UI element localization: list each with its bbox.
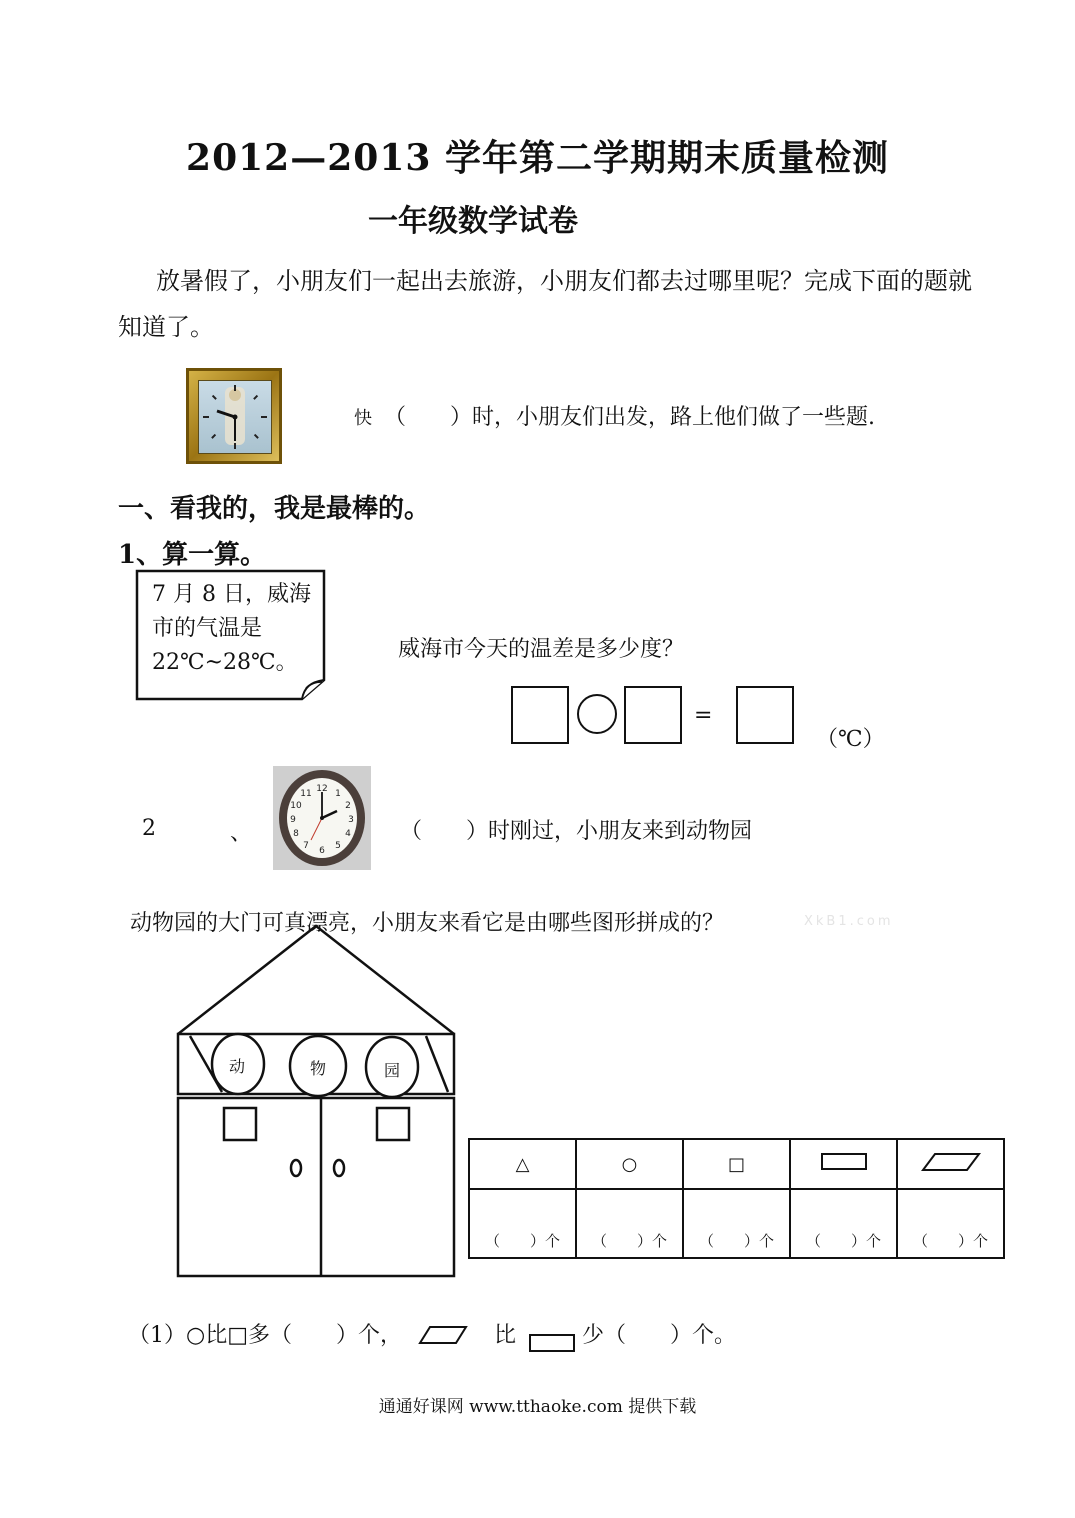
parallelogram-icon [897,1139,1004,1189]
temperature-unit: （℃） [816,727,885,752]
question-2-number: 2 [142,816,156,841]
wall-clock-image [273,766,371,870]
answer-box-2[interactable] [624,686,682,744]
parallelogram-icon [418,1324,468,1346]
svg-text:12: 12 [316,784,328,794]
clock-question-prefix: 快 [354,408,372,429]
svg-text:8: 8 [293,829,299,839]
question-1-heading: 1、算一算。 [118,540,267,570]
note-card-text: 7 月 8 日，威海市的气温是 22℃~28℃。 [152,582,311,675]
zoo-gate-drawing [170,918,465,1282]
operator-circle[interactable] [577,694,617,734]
gate-label-wu: 物 [310,1059,327,1078]
framed-clock-image [186,368,282,464]
parallelogram-count-blank[interactable]: （ ）个 [897,1189,1004,1258]
answer-box-1[interactable] [511,686,569,744]
clock-face-icon [198,380,272,454]
svg-text:7: 7 [303,841,309,851]
watermark: XkB1.com [804,914,894,929]
triangle-icon: △ [469,1139,576,1189]
gate-label-dong: 动 [229,1057,246,1076]
gate-label-yuan: 园 [384,1061,401,1080]
triangle-count-blank[interactable]: （ ）个 [469,1189,576,1258]
compare-question-part1: （1）○比□多（ ）个， [128,1323,402,1348]
svg-text:2: 2 [345,801,351,811]
svg-text:4: 4 [345,829,351,839]
circle-count-blank[interactable]: （ ）个 [576,1189,683,1258]
svg-text:1: 1 [335,789,341,799]
rectangle-icon [790,1139,897,1189]
compare-question-part2: 比 [494,1323,517,1348]
svg-text:11: 11 [300,789,312,799]
square-count-blank[interactable]: （ ）个 [683,1189,790,1258]
page-subtitle: 一年级数学试卷 [368,204,578,239]
temperature-question: 威海市今天的温差是多少度？ [398,637,685,662]
rectangle-icon [528,1332,578,1354]
intro-paragraph: 放暑假了，小朋友们一起出去旅游，小朋友们都去过哪里呢？完成下面的题就知道了。 [118,267,972,341]
question-2-text: （ ）时刚过，小朋友来到动物园 [400,819,753,844]
question-2-separator: 、 [230,821,253,846]
square-icon: □ [683,1139,790,1189]
svg-text:9: 9 [290,815,296,825]
clock-icon [287,778,357,858]
compare-question-part3: 少（ ）个。 [582,1323,737,1348]
rectangle-count-blank[interactable]: （ ）个 [790,1189,897,1258]
clock-question-text: （ ）时，小朋友们出发，路上他们做了一些题. [384,405,875,430]
circle-icon: ○ [576,1139,683,1189]
equals-sign: = [694,703,713,728]
svg-text:5: 5 [335,841,341,851]
svg-text:6: 6 [319,846,325,856]
svg-text:3: 3 [348,815,354,825]
shape-count-table [468,1138,1005,1259]
section-heading: 一、看我的，我是最棒的。 [118,494,431,524]
page-title: 2012—2013 学年第二学期期末质量检测 [186,137,889,179]
svg-text:10: 10 [290,801,302,811]
answer-box-result[interactable] [736,686,794,744]
zoo-question: 动物园的大门可真漂亮，小朋友来看它是由哪些图形拼成的？ [130,911,725,936]
page-footer: 通通好课网 www.tthaoke.com 提供下载 [378,1397,697,1417]
